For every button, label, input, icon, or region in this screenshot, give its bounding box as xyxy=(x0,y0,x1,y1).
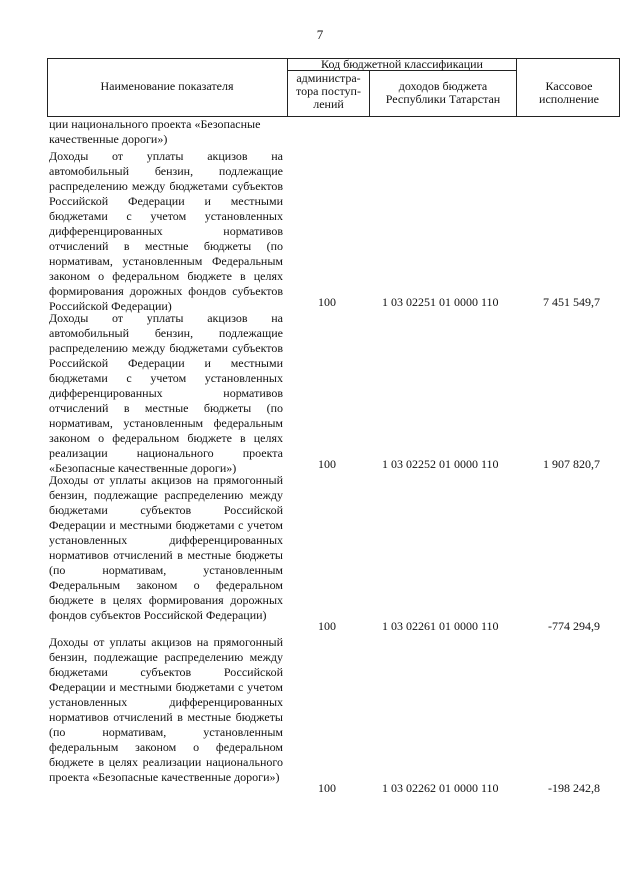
row-amount: -774 294,9 xyxy=(548,619,600,633)
row-name: Доходы от уплаты акцизов на автомобильный бензин, подлежащие распределению между бюджетами субъектов Российской Федерации и местными бюджетами с учетом установленных дифференцированных нормативов отчислений в местные бюджеты (по нормативам, установленным федеральным законом о федеральном бюджете в целях реализации национального проекта «Безопасные качественные дороги») xyxy=(49,311,283,475)
row-admin: 100 xyxy=(318,619,336,633)
row-amount: 1 907 820,7 xyxy=(543,457,600,471)
row-code: 1 03 02262 01 0000 110 xyxy=(382,781,499,795)
table-row xyxy=(49,473,283,623)
header-code: доходов бюджета Республики Татарстан xyxy=(385,79,501,106)
row-amount: 7 451 549,7 xyxy=(543,295,600,309)
header-code-group: Код бюджетной классификации xyxy=(321,57,483,71)
row-name: Доходы от уплаты акцизов на прямогонный бензин, подлежащие распределению между бюджетами субъектов Российской Федерации и местными бюджетами с учетом установленных дифференцированных нормативов отчислений в местные бюджеты (по нормативам, установленным Федеральным законом о федеральном бюджете в целях формирования дорожных фондов субъектов Российской Федерации) xyxy=(49,473,283,622)
row-admin: 100 xyxy=(318,457,336,471)
row-name: Доходы от уплаты акцизов на прямогонный бензин, подлежащие распределению между бюджетами субъектов Российской Федерации и местными бюджетами с учетом установленных дифференцированных нормативов отчислений в местные бюджеты (по нормативам, установленным федеральным законом о федеральном бюджете в целях реализации национального проекта «Безопасные качественные дороги») xyxy=(49,635,283,784)
row-amount: -198 242,8 xyxy=(548,781,600,795)
row-admin: 100 xyxy=(318,295,336,309)
header-divider-3 xyxy=(516,58,517,117)
header-divider-2 xyxy=(369,70,370,117)
table-row xyxy=(49,311,283,476)
row-code: 1 03 02252 01 0000 110 xyxy=(382,457,499,471)
header-right-border xyxy=(619,58,620,117)
continuation-text: ции национального проекта «Безопасные качественные дороги») xyxy=(49,117,261,146)
table-row xyxy=(49,635,283,785)
header-admin: администра-тора поступ-лений xyxy=(296,71,361,111)
row-code: 1 03 02251 01 0000 110 xyxy=(382,295,499,309)
page-number: 7 xyxy=(316,27,324,42)
table-row xyxy=(49,149,283,314)
table-header xyxy=(47,58,620,117)
row-code: 1 03 02261 01 0000 110 xyxy=(382,619,499,633)
row-name: Доходы от уплаты акцизов на автомобильный бензин, подлежащие распределению между бюджетами субъектов Российской Федерации и местными бюджетами с учетом установленных дифференцированных нормативов отчислений в местные бюджеты (по нормативам, установленным Федеральным законом о федеральном бюджете в целях формирования дорожных фондов субъектов Российской Федерации) xyxy=(49,149,283,313)
header-name: Наименование показателя xyxy=(100,79,234,93)
row-admin: 100 xyxy=(318,781,336,795)
header-amount: Кассовое исполнение xyxy=(539,79,599,106)
